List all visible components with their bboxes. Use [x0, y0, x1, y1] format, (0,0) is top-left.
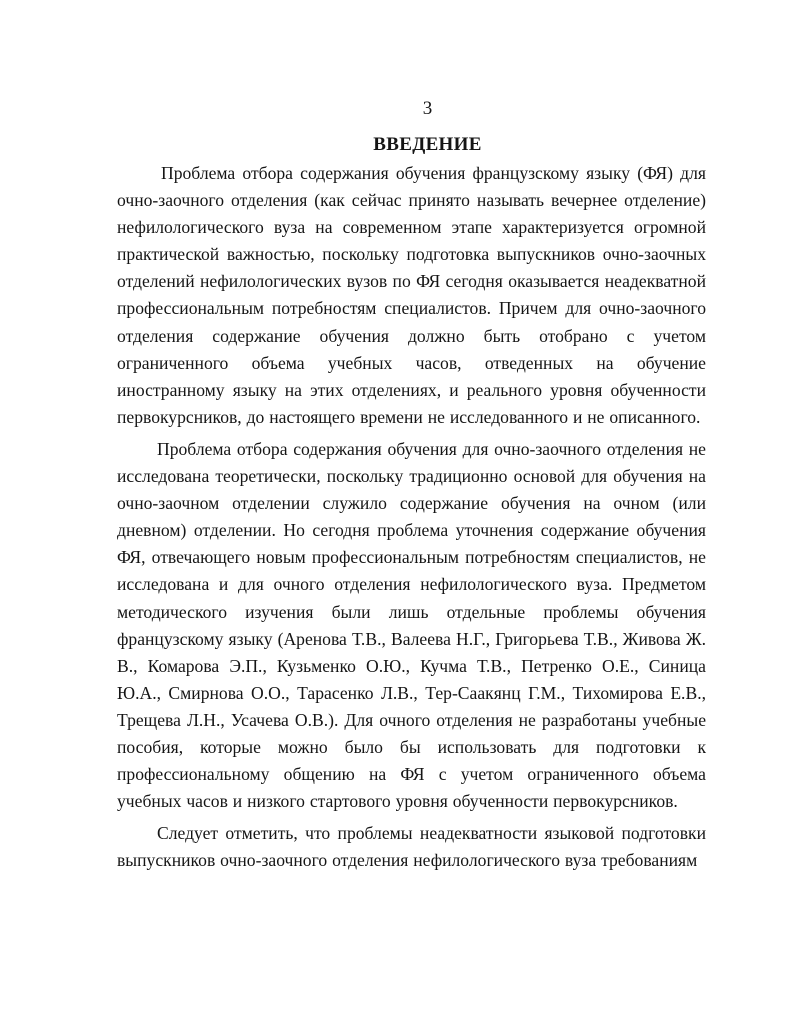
paragraph-3: Следует отметить, что проблемы неадекватности языковой подготовки выпускников очно-заочного отделения нефилологического вуза требованиям — [117, 823, 706, 871]
paragraph-2: Проблема отбора содержания обучения для очно-заочного отделения не исследована теоретически, поскольку традиционно основой для обучения на очно-заочном отделении служило содержание обучения на очном (или дневном) отделении. Но сегодня проблема уточнения содержание обучения ФЯ, отвечающего новым профессиональным потребностям специалистов, не исследована и для очного отделения нефилологического вуза. Предметом методического изучения были лишь отдельные проблемы обучения французскому языку (Аренова Т.В., Валеева Н.Г., Григорьева Т.В., Живова Ж. В., Комарова Э.П., Кузьменко О.Ю., Кучма Т.В., Петренко О.Е., Синица Ю.А., Смирнова О.О., Тарасенко Л.В., Тер-Саакянц Г.М., Тихомирова Е.В., Трещева Л.Н., Усачева О.В.). Для очного отделения не разработаны учебные пособия, которые можно было бы использовать для подготовки к профессиональному общению на ФЯ с учетом ограниченного объема учебных часов и низкого стартового уровня обученности первокурсников. — [117, 438, 706, 812]
page-number: 3 — [422, 98, 433, 119]
page-title: ВВЕДЕНИЕ — [373, 134, 482, 155]
body-text — [117, 160, 706, 874]
paragraph-1: Проблема отбора содержания обучения французскому языку (ФЯ) для очно-заочного отделения (как сейчас принято называть вечернее отделение) нефилологического вуза на современном этапе характеризуется огромной практической важностью, поскольку подготовка выпускников очно-заочных отделений нефилологических вузов по ФЯ сегодня оказывается неадекватной профессиональным потребностям специалистов. Причем для очно-заочного отделения содержание обучения должно быть отобрано с учетом ограниченного объема учебных часов, отведенных на обучение иностранному языку на этих отделениях, и реального уровня обученности первокурсников, до настоящего времени не исследованного и не описанного. — [117, 163, 706, 427]
